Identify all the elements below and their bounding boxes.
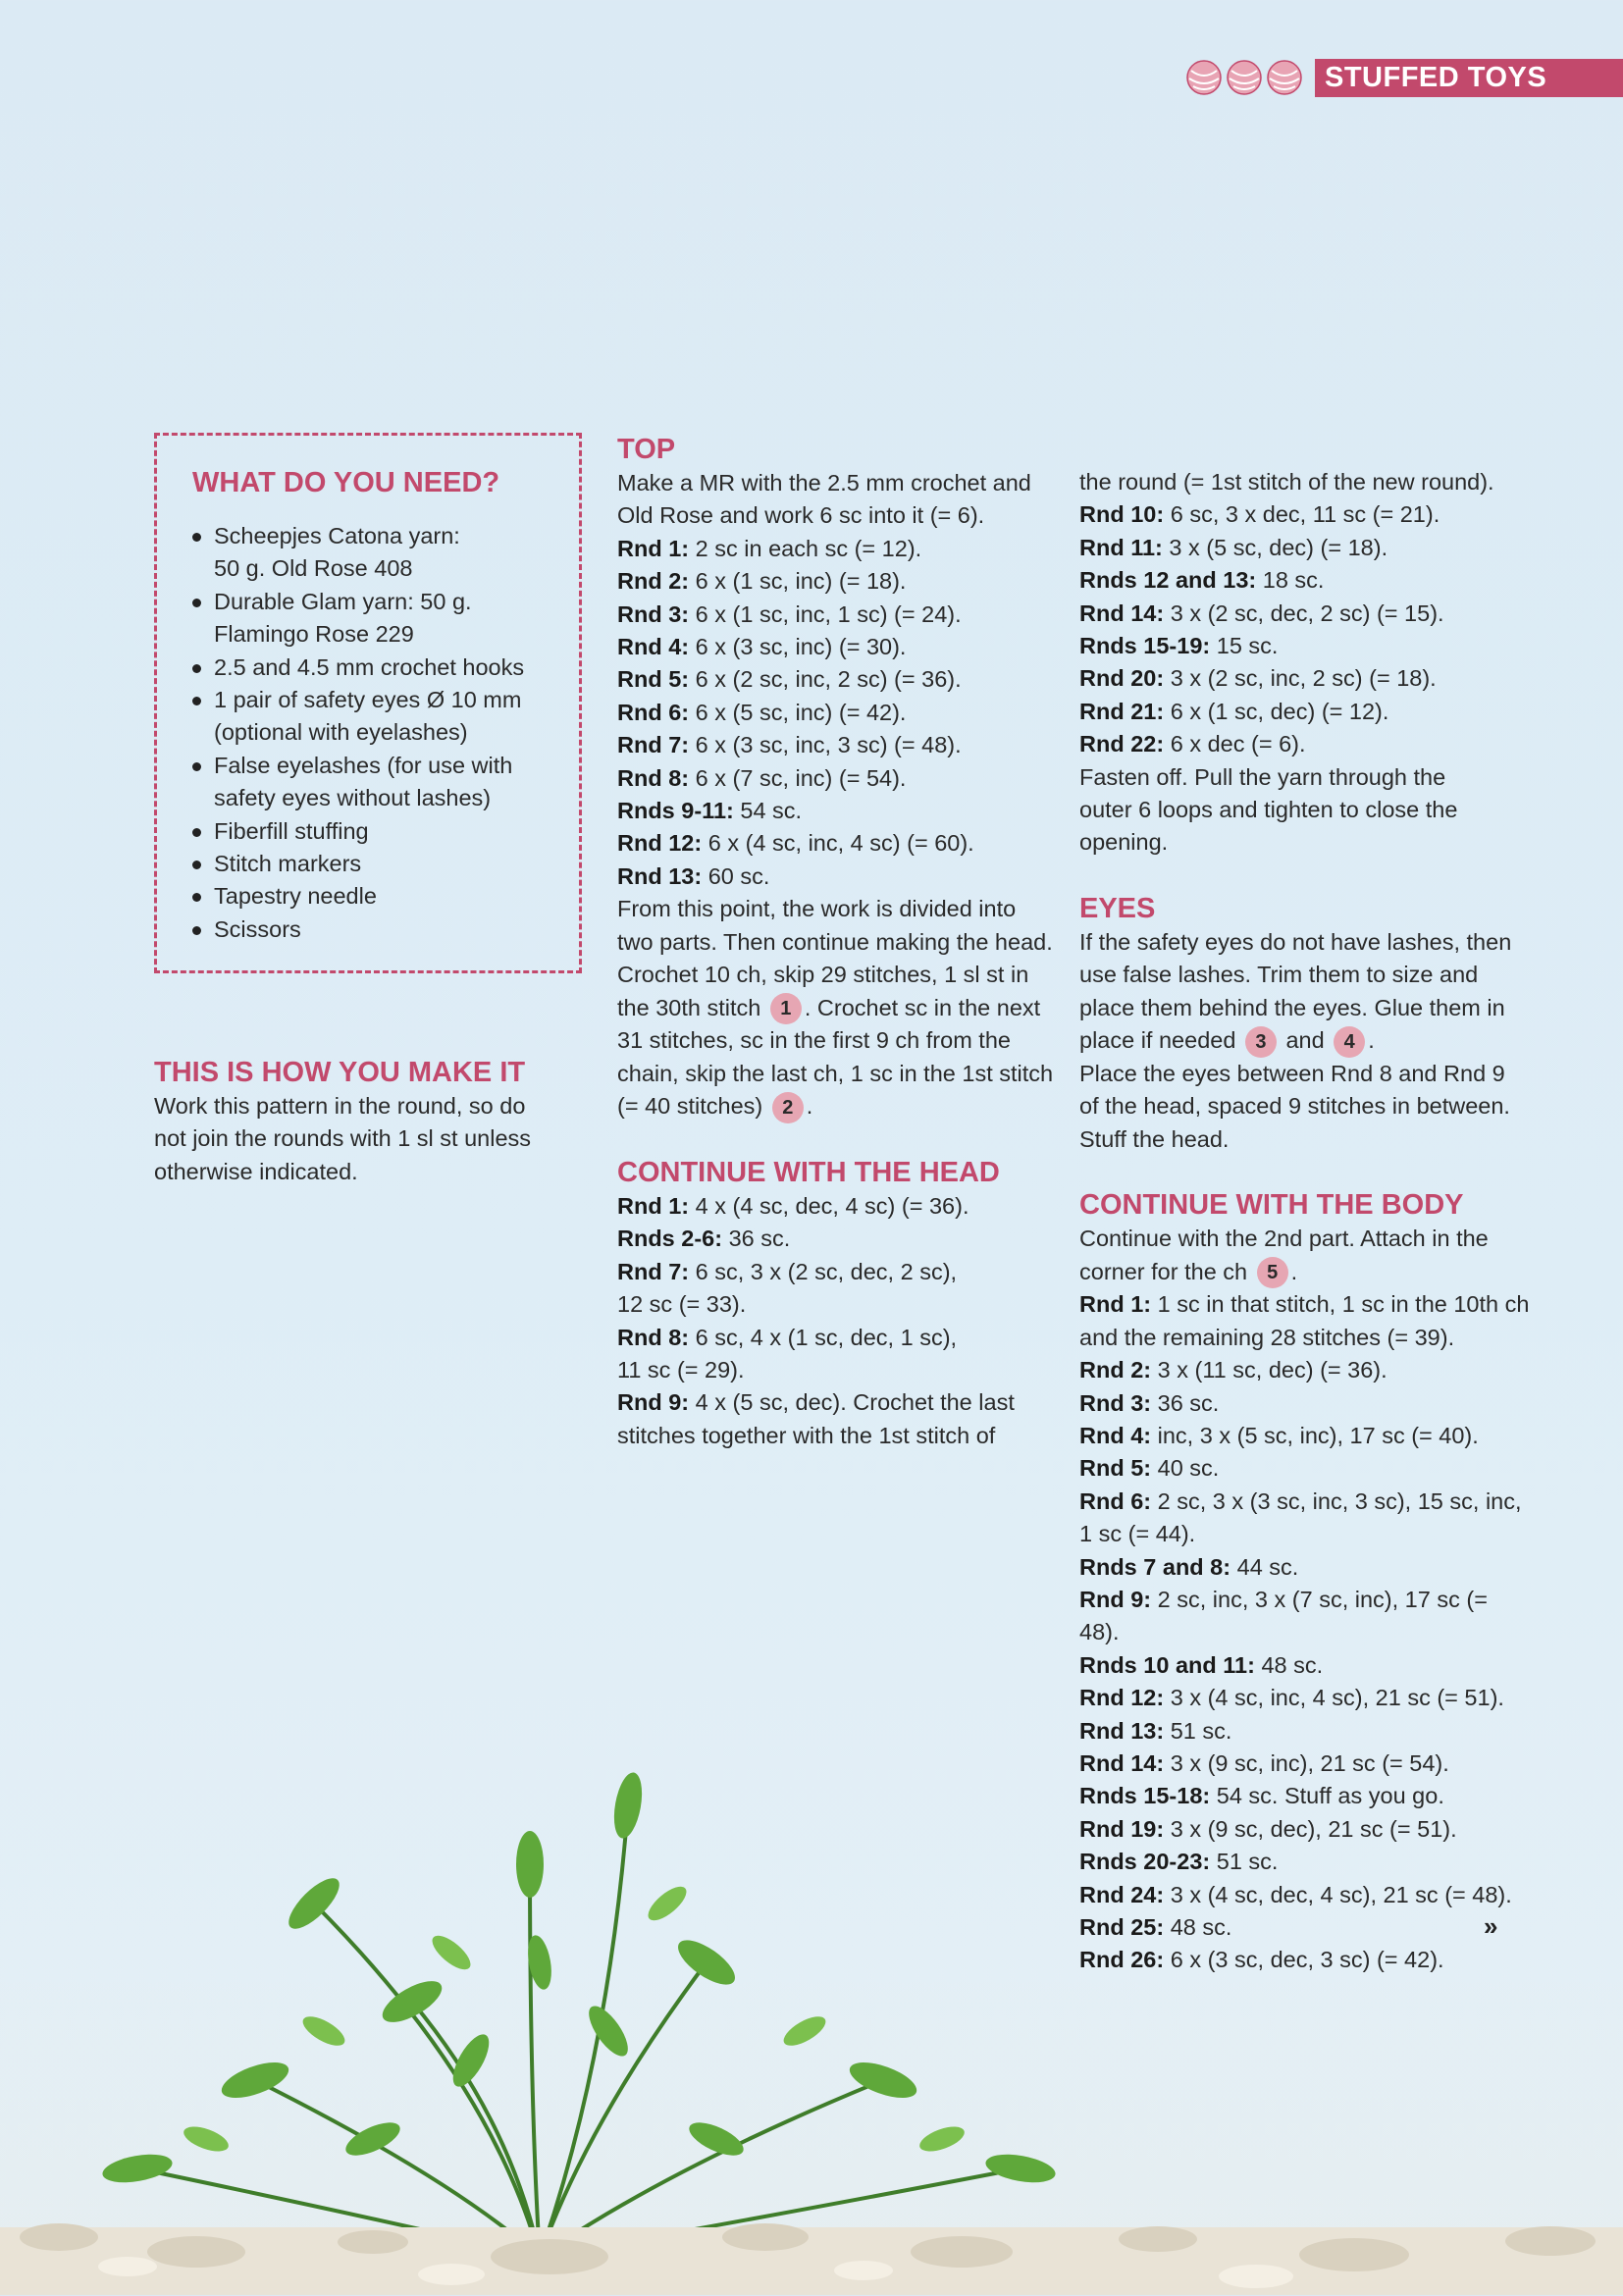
gravel-image: [0, 2198, 1623, 2295]
round-line-cont: the round (= 1st stitch of the new round).: [1079, 469, 1494, 495]
yarn-balls-icon: [1185, 59, 1313, 96]
eyes-line-1: If the safety eyes do not have lashes, then: [1079, 928, 1512, 955]
round-line: Rnd 1: 2 sc in each sc (= 12).: [617, 535, 922, 561]
eyes-line-2: use false lashes. Trim them to size and: [1079, 962, 1479, 988]
round-line: Rnd 6: 6 x (5 sc, inc) (= 42).: [617, 699, 907, 725]
head-instructions: [617, 1190, 1059, 1452]
top-instructions: [617, 467, 1059, 1123]
materials-item: Tapestry needle: [190, 880, 573, 913]
materials-item: Stitch markers: [190, 848, 573, 880]
section-label: STUFFED TOYS: [1315, 59, 1623, 97]
divide-line-4: the 30th stitch 1 . Crochet sc in the next: [617, 992, 1059, 1025]
middle-column: [617, 432, 1059, 1452]
round-line: Rnd 20: 3 x (2 sc, inc, 2 sc) (= 18).: [1079, 665, 1437, 692]
materials-item: False eyelashes (for use with safety eyes without lashes): [190, 750, 573, 815]
round-line: Rnd 22: 6 x dec (= 6).: [1079, 731, 1306, 757]
howto-line: otherwise indicated.: [154, 1158, 358, 1184]
round-line: Rnd 1: 1 sc in that stitch, 1 sc in the 10th ch: [1079, 1291, 1530, 1318]
fasten-line-2: outer 6 loops and tighten to close the: [1079, 797, 1458, 823]
eyes-line-4: place if needed 3 and 4 .: [1079, 1024, 1531, 1058]
round-line: Rnd 11: 3 x (5 sc, dec) (= 18).: [1079, 534, 1388, 560]
body-instructions: [1079, 1223, 1531, 1977]
divide-line-2: two parts. Then continue making the head.: [617, 928, 1053, 955]
round-line-cont: 1 sc (= 44).: [1079, 1521, 1196, 1547]
round-line: Rnd 3: 6 x (1 sc, inc, 1 sc) (= 24).: [617, 600, 962, 627]
round-line: Rnd 8: 6 x (7 sc, inc) (= 54).: [617, 764, 907, 791]
round-line: Rnd 21: 6 x (1 sc, dec) (= 12).: [1079, 698, 1389, 724]
round-line: Rnd 2: 3 x (11 sc, dec) (= 36).: [1079, 1357, 1387, 1383]
round-line: Rnds 12 and 13: 18 sc.: [1079, 567, 1325, 594]
howto-text: [154, 1090, 566, 1188]
divide-line-1: From this point, the work is divided into: [617, 896, 1017, 922]
round-line: Rnd 10: 6 sc, 3 x dec, 11 sc (= 21).: [1079, 501, 1440, 528]
materials-item: 1 pair of safety eyes Ø 10 mm (optional with eyelashes): [190, 684, 573, 750]
eyes-line-3: place them behind the eyes. Glue them in: [1079, 994, 1505, 1020]
step-badge-5: 5: [1257, 1257, 1288, 1288]
round-line-cont: 11 sc (= 29).: [617, 1356, 745, 1383]
materials-item: 2.5 and 4.5 mm crochet hooks: [190, 652, 573, 684]
top-intro-1: Make a MR with the 2.5 mm crochet and: [617, 470, 1031, 496]
howto-section: [154, 1055, 566, 1188]
round-line: Rnd 9: 4 x (5 sc, dec). Crochet the last: [617, 1389, 1015, 1416]
materials-box: [154, 433, 582, 973]
round-line: Rnd 9: 2 sc, inc, 3 x (7 sc, inc), 17 sc (= 48).: [1079, 1586, 1488, 1645]
materials-item: Fiberfill stuffing: [190, 815, 573, 848]
eyes-line-5: Place the eyes between Rnd 8 and Rnd 9: [1079, 1060, 1505, 1086]
howto-line: Work this pattern in the round, so do: [154, 1093, 526, 1119]
round-line: Rnd 24: 3 x (4 sc, dec, 4 sc), 21 sc (= 48).: [1079, 1881, 1512, 1907]
step-badge-4: 4: [1334, 1026, 1365, 1058]
materials-item: Durable Glam yarn: 50 g. Flamingo Rose 229: [190, 586, 573, 652]
fasten-line-3: opening.: [1079, 829, 1169, 856]
howto-line: not join the rounds with 1 sl st unless: [154, 1125, 532, 1152]
materials-title: WHAT DO YOU NEED?: [192, 467, 500, 498]
round-line: Rnds 20-23: 51 sc.: [1079, 1849, 1279, 1875]
round-line-cont: 12 sc (= 33).: [617, 1291, 747, 1318]
divide-line-6: chain, skip the last ch, 1 sc in the 1st stitch: [617, 1060, 1054, 1086]
round-line: Rnd 1: 4 x (4 sc, dec, 4 sc) (= 36).: [617, 1192, 969, 1219]
round-line: Rnd 12: 6 x (4 sc, inc, 4 sc) (= 60).: [617, 830, 974, 857]
round-line: Rnd 25: 48 sc.: [1079, 1914, 1232, 1941]
round-line-cont: stitches together with the 1st stitch of: [617, 1422, 996, 1448]
howto-title: THIS IS HOW YOU MAKE IT: [154, 1057, 526, 1088]
round-line: Rnds 2-6: 36 sc.: [617, 1226, 791, 1252]
step-badge-2: 2: [772, 1092, 804, 1123]
eyes-line-6: of the head, spaced 9 stitches in between.: [1079, 1093, 1510, 1120]
round-line: Rnd 14: 3 x (9 sc, inc), 21 sc (= 54).: [1079, 1750, 1449, 1776]
round-line: Rnd 7: 6 x (3 sc, inc, 3 sc) (= 48).: [617, 732, 962, 758]
round-line: Rnd 4: inc, 3 x (5 sc, inc), 17 sc (= 40).: [1079, 1422, 1479, 1448]
right-column: [1079, 466, 1531, 1977]
head-instructions-cont: [1079, 466, 1531, 860]
round-line-cont: and the remaining 28 stitches (= 39).: [1079, 1324, 1455, 1350]
fasten-line-1: Fasten off. Pull the yarn through the: [1079, 763, 1446, 790]
top-intro-2: Old Rose and work 6 sc into it (= 6).: [617, 502, 985, 529]
round-line: Rnds 10 and 11: 48 sc.: [1079, 1651, 1324, 1678]
eyes-line-7: Stuff the head.: [1079, 1125, 1230, 1152]
round-line: Rnds 7 and 8: 44 sc.: [1079, 1553, 1299, 1580]
round-line: Rnd 8: 6 sc, 4 x (1 sc, dec, 1 sc),: [617, 1324, 958, 1350]
materials-list: [190, 520, 573, 946]
materials-item: Scissors: [190, 913, 573, 946]
round-line: Rnd 3: 36 sc.: [1079, 1389, 1220, 1416]
round-line: Rnd 14: 3 x (2 sc, dec, 2 sc) (= 15).: [1079, 600, 1444, 626]
round-line: Rnd 13: 60 sc.: [617, 862, 770, 889]
round-line: Rnd 13: 51 sc.: [1079, 1717, 1232, 1744]
round-line: Rnds 9-11: 54 sc.: [617, 798, 803, 824]
step-badge-1: 1: [770, 993, 802, 1024]
round-line: Rnd 26: 6 x (3 sc, dec, 3 sc) (= 42).: [1079, 1947, 1444, 1973]
divide-line-7: (= 40 stitches) 2 .: [617, 1090, 1059, 1123]
divide-line-3: Crochet 10 ch, skip 29 stitches, 1 sl st in: [617, 962, 1029, 988]
materials-item: Scheepjes Catona yarn: 50 g. Old Rose 408: [190, 520, 573, 586]
body-line-2: corner for the ch 5 .: [1079, 1256, 1531, 1289]
eyes-title: EYES: [1079, 892, 1156, 924]
round-line: Rnd 19: 3 x (9 sc, dec), 21 sc (= 51).: [1079, 1815, 1457, 1842]
body-line-1: Continue with the 2nd part. Attach in the: [1079, 1226, 1489, 1252]
body-title: CONTINUE WITH THE BODY: [1079, 1189, 1464, 1222]
head-title: CONTINUE WITH THE HEAD: [617, 1156, 1000, 1188]
round-line: Rnd 12: 3 x (4 sc, inc, 4 sc), 21 sc (= 51).: [1079, 1685, 1504, 1711]
round-line: Rnds 15-18: 54 sc. Stuff as you go.: [1079, 1783, 1444, 1809]
continued-arrow-icon: »: [1484, 1911, 1498, 1941]
round-line: Rnd 4: 6 x (3 sc, inc) (= 30).: [617, 634, 907, 660]
top-title: TOP: [617, 434, 676, 465]
round-line: Rnd 6: 2 sc, 3 x (3 sc, inc, 3 sc), 15 sc, inc,: [1079, 1487, 1522, 1514]
round-line: Rnd 2: 6 x (1 sc, inc) (= 18).: [617, 568, 907, 595]
round-line: Rnds 15-19: 15 sc.: [1079, 633, 1279, 659]
round-line: Rnd 5: 40 sc.: [1079, 1455, 1220, 1482]
round-line: Rnd 7: 6 sc, 3 x (2 sc, dec, 2 sc),: [617, 1258, 958, 1284]
divide-line-5: 31 stitches, sc in the first 9 ch from the: [617, 1027, 1011, 1054]
round-line: Rnd 5: 6 x (2 sc, inc, 2 sc) (= 36).: [617, 666, 962, 693]
eyes-instructions: [1079, 926, 1531, 1156]
step-badge-3: 3: [1245, 1026, 1277, 1058]
